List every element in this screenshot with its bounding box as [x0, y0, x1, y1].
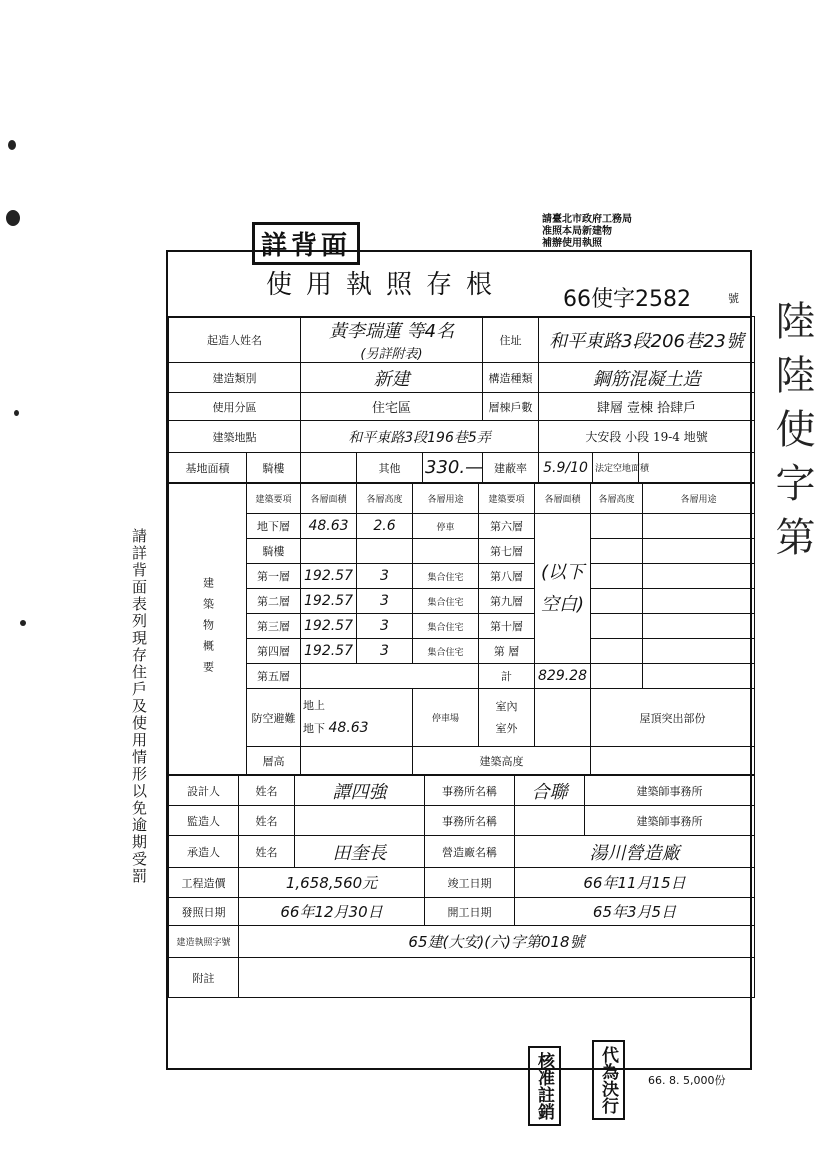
builder-label: 起造人姓名	[169, 317, 301, 363]
form-title: 使用執照存根	[266, 270, 507, 300]
floor-cell: 第九層	[479, 589, 535, 614]
contractor-name: 田奎長	[295, 836, 425, 868]
shelter-down: 地下	[303, 722, 325, 735]
issue-label: 發照日期	[169, 898, 239, 926]
floor-cell: 第一層	[247, 564, 301, 589]
address-label: 住址	[483, 317, 539, 363]
area-other: 其他	[357, 453, 423, 483]
approval-stamp-1: 核准註銷	[528, 1046, 561, 1126]
permit-label: 建造執照字號	[169, 926, 239, 958]
floor-cell: 第二層	[247, 589, 301, 614]
designer-firm-label: 事務所名稱	[425, 776, 515, 806]
ratio-label: 建蔽率	[483, 453, 539, 483]
scan-speck	[14, 410, 19, 416]
floor-cell: 集合住宅	[413, 639, 479, 664]
designer-name: 譚四強	[295, 776, 425, 806]
floor-cell: 第六層	[479, 514, 535, 539]
print-count: 66. 8. 5,000份	[648, 1074, 726, 1087]
cost-label: 工程造價	[169, 868, 239, 898]
start-label: 開工日期	[425, 898, 515, 926]
floor-cell: 第七層	[479, 539, 535, 564]
start-value: 65年3月5日	[515, 898, 755, 926]
permit-number: 66使字2582	[563, 287, 691, 312]
scan-speck	[6, 210, 20, 226]
floor-cell: 第十層	[479, 614, 535, 639]
floor-header: 各層用途	[413, 484, 479, 514]
total-height-label: 建築高度	[413, 747, 591, 775]
scan-speck	[8, 140, 16, 150]
permit-number-suffix: 號	[728, 292, 739, 305]
parking-label: 停車場	[413, 689, 479, 747]
floor-cell: 3	[357, 614, 413, 639]
floor-cell: 地下層	[247, 514, 301, 539]
floor-cell: 計	[479, 664, 535, 689]
ratio-value: 5.9/10	[539, 453, 593, 483]
designer-label: 設計人	[169, 776, 239, 806]
builder-value: 黃李瑞蓮 等4名 (另詳附表)	[301, 317, 483, 363]
scan-speck	[20, 620, 26, 626]
issue-value: 66年12月30日	[239, 898, 425, 926]
floor-cell: 第三層	[247, 614, 301, 639]
floor-cell: 48.63	[301, 514, 357, 539]
site-extra: 大安段 小段 19-4 地號	[539, 421, 755, 453]
floor-cell: 3	[357, 639, 413, 664]
floor-cell: 2.6	[357, 514, 413, 539]
floor-cell: 3	[357, 589, 413, 614]
contractor-firm: 湯川營造廠	[515, 836, 755, 868]
site-label: 建築地點	[169, 421, 301, 453]
site-value: 和平東路3段196巷5弄	[301, 421, 539, 453]
area-label: 基地面積	[169, 453, 247, 483]
floor-header: 各層高度	[357, 484, 413, 514]
floor-header: 各層面積	[301, 484, 357, 514]
floor-cell: 集合住宅	[413, 564, 479, 589]
height-label: 層高	[247, 747, 301, 775]
shelter-up: 地上	[303, 699, 325, 712]
structure-value: 鋼筋混凝土造	[539, 363, 755, 393]
parking-in: 室內	[495, 699, 518, 713]
floor-cell: 騎樓	[247, 539, 301, 564]
floor-total: 829.28	[535, 664, 591, 689]
detail-back-stamp: 詳背面	[252, 222, 360, 265]
shelter-value: 48.63	[328, 720, 369, 736]
floor-cell: 192.57	[301, 564, 357, 589]
floors-label: 層棟戶數	[483, 393, 539, 421]
supervisor-firm-suffix: 建築師事務所	[585, 806, 755, 836]
floor-cell: 第四層	[247, 639, 301, 664]
permit-value: 65建(大安)(六)字第018號	[239, 926, 755, 958]
floor-table	[168, 483, 755, 775]
floor-cell: 停車	[413, 514, 479, 539]
cost-value: 1,658,560元	[239, 868, 425, 898]
right-margin-chars: 陸陸使字第	[769, 300, 815, 570]
floor-cell: 192.57	[301, 614, 357, 639]
floor-header: 建築要項	[479, 484, 535, 514]
approval-stamp-2: 代為決行	[592, 1040, 625, 1120]
category-value: 新建	[301, 363, 483, 393]
floors-value: 肆層 壹棟 拾肆戶	[539, 393, 755, 421]
contractor-label: 承造人	[169, 836, 239, 868]
contractor-firm-label: 營造廠名稱	[425, 836, 515, 868]
legal-area-label: 法定空地面積	[593, 453, 639, 483]
floor-cell: 第五層	[247, 664, 301, 689]
floor-cell: 第八層	[479, 564, 535, 589]
note-label: 附註	[169, 958, 239, 998]
floor-cell: 第 層	[479, 639, 535, 664]
supervisor-label: 監造人	[169, 806, 239, 836]
designer-firm: 合聯	[515, 776, 585, 806]
floor-blank-note: (以下空白)	[535, 514, 591, 664]
floor-cell: 3	[357, 564, 413, 589]
area-value: 330.—	[423, 453, 483, 483]
zone-value: 住宅區	[301, 393, 483, 421]
floor-header: 各層高度	[591, 484, 643, 514]
permit-table	[168, 316, 755, 483]
permit-stub-form	[166, 250, 752, 1070]
floor-side-label: 建築物概要	[169, 484, 247, 775]
roof-label: 屋頂突出部份	[591, 689, 755, 747]
floor-cell: 192.57	[301, 639, 357, 664]
form-title-bar	[168, 252, 750, 318]
floor-cell: 集合住宅	[413, 614, 479, 639]
area-arcade: 騎樓	[247, 453, 301, 483]
complete-value: 66年11月15日	[515, 868, 755, 898]
left-margin-notes: 請詳背面表列現存住戶及使用情形以免逾期受罰	[130, 528, 148, 885]
floor-cell: 集合住宅	[413, 589, 479, 614]
bottom-table: 設計人 姓名 譚四強 事務所名稱 合聯 建築師事務所 監造人 姓名 事務所名稱 建築師事務所 承造人 姓名 田奎長 營造廠名稱 湯川營造廠 工程造價 1,658,560元 竣工日期 66年11月15日 發照日期 66年12月30日 開工日期 65年3月5日 建造執照字號 65建(大安)(六)字第018號 附註	[168, 775, 755, 998]
address-value: 和平東路3段206巷23號	[539, 317, 755, 363]
top-right-stamp: 請臺北市政府工務局 准照本局新建物 補辦使用執照	[542, 214, 632, 249]
supervisor-firm-label: 事務所名稱	[425, 806, 515, 836]
category-label: 建造類別	[169, 363, 301, 393]
complete-label: 竣工日期	[425, 868, 515, 898]
designer-firm-suffix: 建築師事務所	[585, 776, 755, 806]
parking-out: 室外	[495, 721, 518, 735]
floor-header: 建築要項	[247, 484, 301, 514]
shelter-label: 防空避難	[247, 689, 301, 747]
floor-header: 各層面積	[535, 484, 591, 514]
floor-header: 各層用途	[643, 484, 755, 514]
structure-label: 構造種類	[483, 363, 539, 393]
floor-cell: 192.57	[301, 589, 357, 614]
zone-label: 使用分區	[169, 393, 301, 421]
